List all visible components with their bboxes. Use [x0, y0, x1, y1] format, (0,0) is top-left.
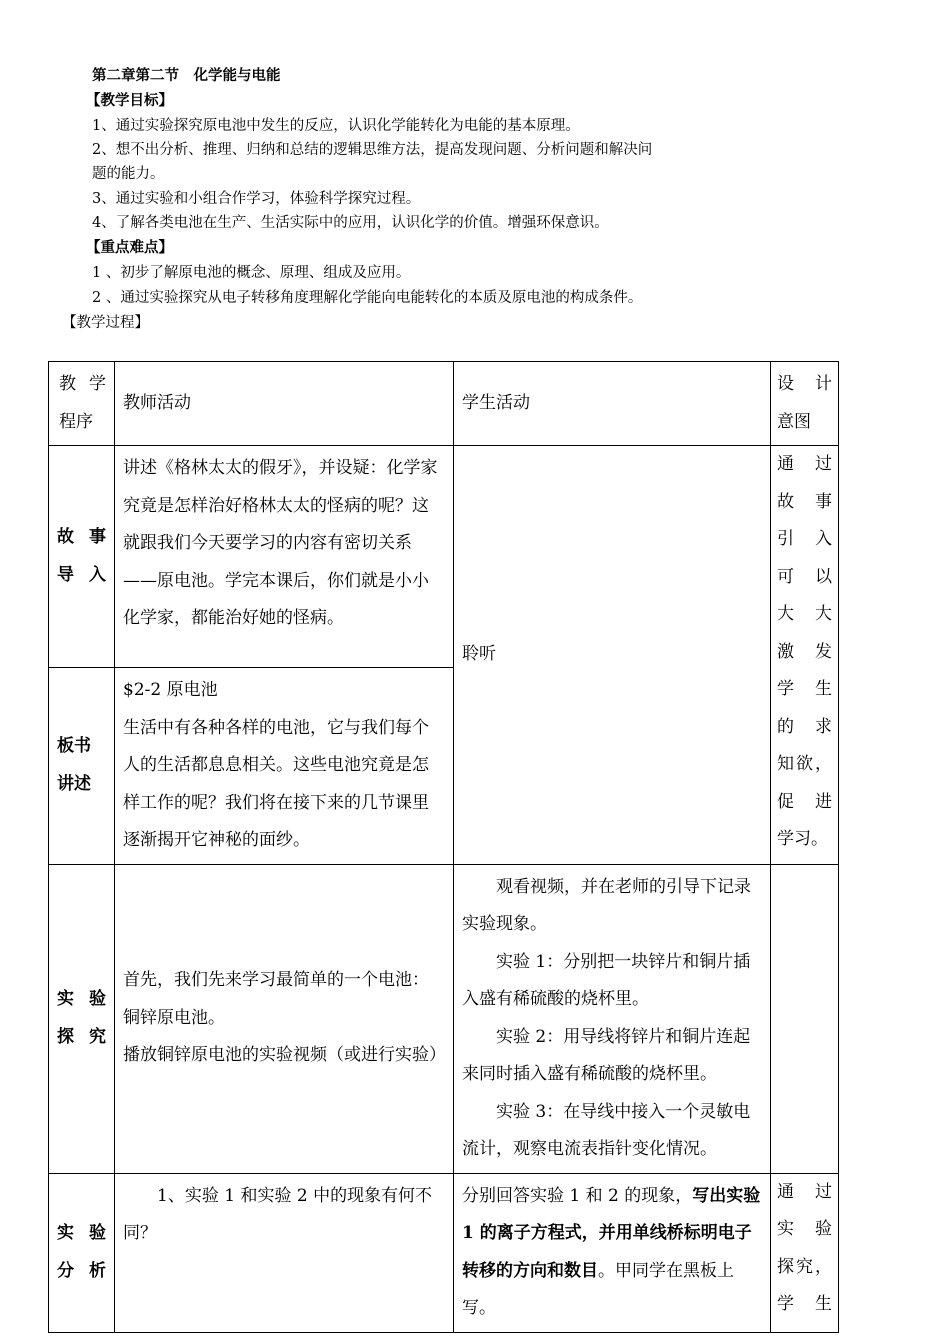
header-design: 设 计 意图	[771, 362, 839, 446]
design-story: 通 过 故 事 引 入 可 以 大 大 激 发 学 生 的 求 知欲， 促 进 学习。	[771, 446, 839, 865]
student-analysis: 分别回答实验 1 和 2 的现象，写出实验 1 的离子方程式，并用单线桥标明电子转移的方向和数目。甲同学在黑板上写。	[454, 1173, 771, 1332]
teacher-analysis: 1、实验 1 和实验 2 中的现象有何不同？	[115, 1173, 454, 1332]
design-experiment	[771, 864, 839, 1173]
objective-item: 4、了解各类电池在生产、生活实际中的应用，认识化学的价值。增强环保意识。	[92, 215, 609, 231]
lesson-process-table	[48, 361, 839, 1333]
objectives-heading: 【教学目标】	[86, 93, 173, 109]
keypoint-item: 2 、通过实验探究从电子转移角度理解化学能向电能转化的本质及原电池的构成条件。	[92, 290, 643, 306]
emphasis-text: 写出实验 1 的离子方程式，并用单线桥标明电子转移的方向和数目	[462, 1185, 761, 1281]
table-row-analysis	[49, 1173, 839, 1332]
header-stage: 教 学 程序	[49, 362, 115, 446]
objective-item: 3、通过实验和小组合作学习，体验科学探究过程。	[92, 191, 421, 207]
objective-item: 2、想不出分析、推理、归纳和总结的逻辑思维方法，提高发现问题、分析问题和解决问	[92, 142, 653, 158]
teacher-board: $2-2 原电池 生活中有各种各样的电池，它与我们每个人的生活都息息相关。这些电池究竟是怎样工作的呢？我们将在接下来的几节课里逐渐揭开它神秘的面纱。	[115, 668, 454, 865]
stage-analysis: 实 验 分析	[49, 1173, 115, 1332]
student-experiment: 观看视频，并在老师的引导下记录实验现象。 实验 1：分别把一块锌片和铜片插入盛有稀硫酸的烧杯里。 实验 2：用导线将锌片和铜片连起来同时插入盛有稀硫酸的烧杯里。 实验 3：在导线中接入一个灵敏电流计，观察电流表指针变化情况。	[454, 864, 771, 1173]
table-header-row	[49, 362, 839, 446]
teacher-story: 讲述《格林太太的假牙》，并设疑：化学家究竟是怎样治好格林太太的怪病的呢？这就跟我们今天要学习的内容有密切关系——原电池。学完本课后，你们就是小小化学家，都能治好她的怪病。	[115, 446, 454, 668]
header-student: 学生活动	[454, 362, 771, 446]
process-heading: 【教学过程】	[62, 315, 149, 331]
page-title: 第二章第二节 化学能与电能	[92, 68, 281, 84]
objective-item: 1、通过实验探究原电池中发生的反应，认识化学能转化为电能的基本原理。	[92, 118, 580, 134]
keypoints-heading: 【重点难点】	[86, 240, 173, 256]
keypoint-item: 1 、初步了解原电池的概念、原理、组成及应用。	[92, 265, 411, 281]
stage-board: 板书 讲述	[49, 668, 115, 865]
table-row-experiment	[49, 864, 839, 1173]
header-teacher: 教师活动	[115, 362, 454, 446]
stage-experiment: 实 验 探究	[49, 864, 115, 1173]
student-listen: 聆听	[454, 446, 771, 865]
teacher-experiment: 首先，我们先来学习最简单的一个电池：铜锌原电池。 播放铜锌原电池的实验视频（或进行实验）	[115, 864, 454, 1173]
table-row-story	[49, 446, 839, 668]
design-analysis: 通 过 实 验 探究， 学 生	[771, 1173, 839, 1332]
stage-story: 故 事 导入	[49, 446, 115, 668]
objective-item: 题的能力。	[92, 166, 165, 182]
